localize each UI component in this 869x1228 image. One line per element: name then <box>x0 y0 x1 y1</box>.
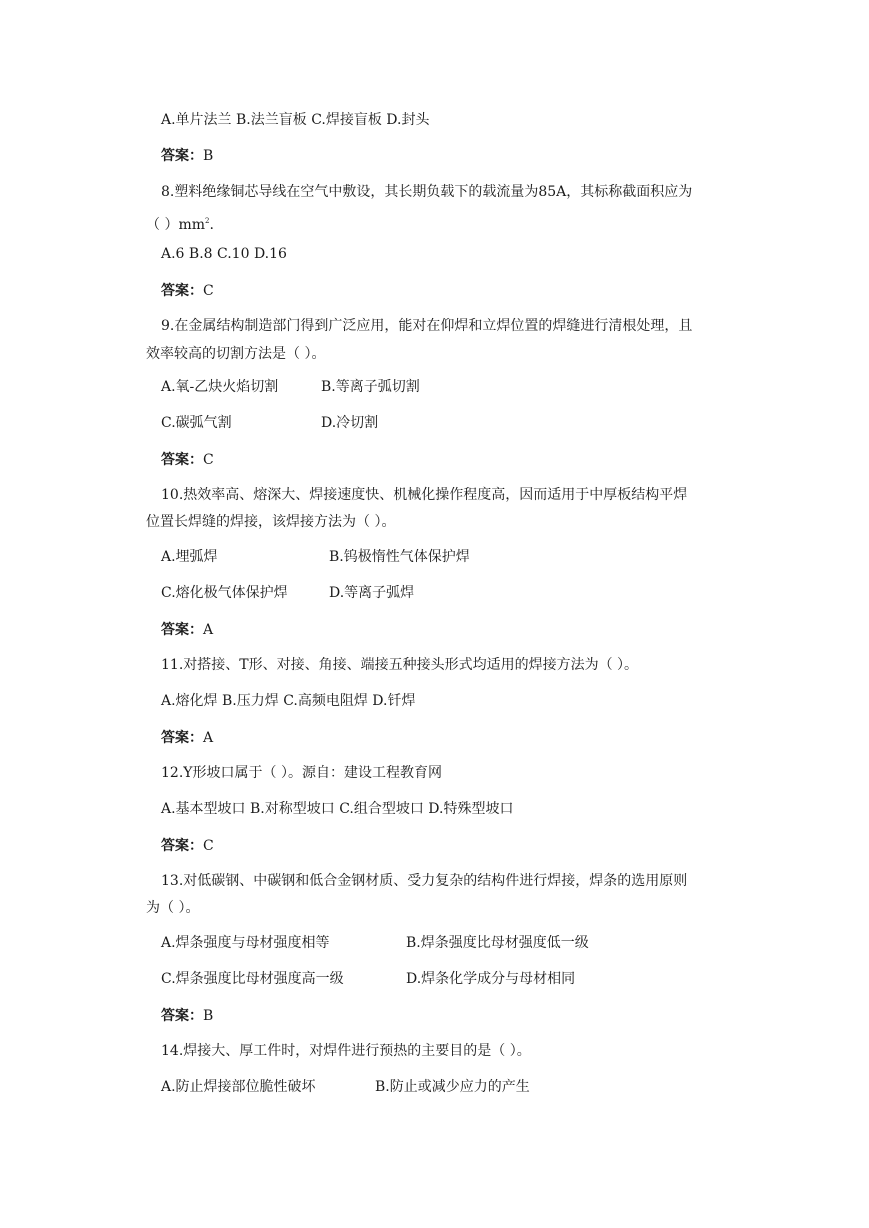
answer-value: C <box>203 838 214 854</box>
q13-stem-line2: 为（ ）。 <box>146 900 200 916</box>
q13-option-b: B.焊条强度比母材强度低一级 <box>406 935 589 951</box>
answer-label: 答案： <box>161 838 203 854</box>
answer-value: A <box>203 730 214 746</box>
q9-stem-line2: 效率较高的切割方法是（ ）。 <box>146 346 326 362</box>
q14-options-row1 <box>161 1078 530 1096</box>
q13-options-row1 <box>161 934 589 952</box>
q12-stem-line1: 12.Y形坡口属于（ ）。源自：建设工程教育网 <box>161 765 442 781</box>
q10-option-d: D.等离子弧焊 <box>329 585 415 601</box>
q10-answer <box>161 621 213 639</box>
q10-options-row2 <box>161 584 415 602</box>
q13-options-row2 <box>161 970 576 988</box>
q8-stem-line2-text: （ ）mm <box>146 217 206 233</box>
q8-stem-line1: 8.塑料绝缘铜芯导线在空气中敷设，其长期负载下的载流量为85A，其标称截面积应为 <box>161 184 693 200</box>
q10-option-a: A.埋弧焊 <box>161 549 218 565</box>
q13-answer <box>161 1007 213 1025</box>
answer-label: 答案： <box>161 730 203 746</box>
q9-stem-line1: 9.在金属结构制造部门得到广泛应用，能对在仰焊和立焊位置的焊缝进行清根处理，且 <box>161 318 693 334</box>
q8-stem-line2-end: . <box>209 217 214 233</box>
q11-stem-line1: 11.对搭接、T形、对接、角接、端接五种接头形式均适用的焊接方法为（ ）。 <box>161 657 639 673</box>
answer-label: 答案： <box>161 1008 203 1024</box>
q8-options: A.6 B.8 C.10 D.16 <box>161 246 287 262</box>
q8-stem-line2 <box>146 216 214 234</box>
q9-options-row2 <box>161 414 379 432</box>
q13-option-d: D.焊条化学成分与母材相同 <box>406 971 576 987</box>
answer-label: 答案： <box>161 622 203 638</box>
q10-stem-line2: 位置长焊缝的焊接，该焊接方法为（ ）。 <box>146 514 396 530</box>
q9-option-c: C.碳弧气割 <box>161 415 232 431</box>
q9-option-a: A.氧-乙炔火焰切割 <box>161 379 279 395</box>
q7-options: A.单片法兰 B.法兰盲板 C.焊接盲板 D.封头 <box>161 112 430 128</box>
answer-label: 答案： <box>161 283 203 299</box>
q10-option-c: C.熔化极气体保护焊 <box>161 585 288 601</box>
answer-label: 答案： <box>161 148 203 164</box>
q11-options: A.熔化焊 B.压力焊 C.高频电阻焊 D.钎焊 <box>161 693 416 709</box>
q10-option-b: B.钨极惰性气体保护焊 <box>329 549 470 565</box>
answer-value: B <box>203 1008 214 1024</box>
q12-options: A.基本型坡口 B.对称型坡口 C.组合型坡口 D.特殊型坡口 <box>161 801 514 817</box>
q11-answer <box>161 729 213 747</box>
answer-value: A <box>203 622 214 638</box>
answer-value: B <box>203 148 214 164</box>
answer-value: C <box>203 283 214 299</box>
q13-stem-line1: 13.对低碳钢、中碳钢和低合金钢材质、受力复杂的结构件进行焊接，焊条的选用原则 <box>161 873 688 889</box>
q9-options-row1 <box>161 378 420 396</box>
answer-value: C <box>203 452 214 468</box>
q12-answer <box>161 837 214 855</box>
q13-option-a: A.焊条强度与母材强度相等 <box>161 935 330 951</box>
q10-stem-line1: 10.热效率高、熔深大、焊接速度快、机械化操作程度高，因而适用于中厚板结构平焊 <box>161 487 688 503</box>
q8-superscript: 2 <box>205 217 210 225</box>
q14-option-a: A.防止焊接部位脆性破坏 <box>161 1079 316 1095</box>
q14-stem-line1: 14.焊接大、厚工件时，对焊件进行预热的主要目的是（ ）。 <box>161 1043 531 1059</box>
q9-option-b: B.等离子弧切割 <box>321 379 420 395</box>
q9-answer <box>161 451 214 469</box>
q10-options-row1 <box>161 548 470 566</box>
q9-option-d: D.冷切割 <box>321 415 379 431</box>
q14-option-b: B.防止或减少应力的产生 <box>375 1079 530 1095</box>
q8-answer <box>161 282 214 300</box>
answer-label: 答案： <box>161 452 203 468</box>
q7-answer <box>161 147 213 165</box>
q13-option-c: C.焊条强度比母材强度高一级 <box>161 971 344 987</box>
